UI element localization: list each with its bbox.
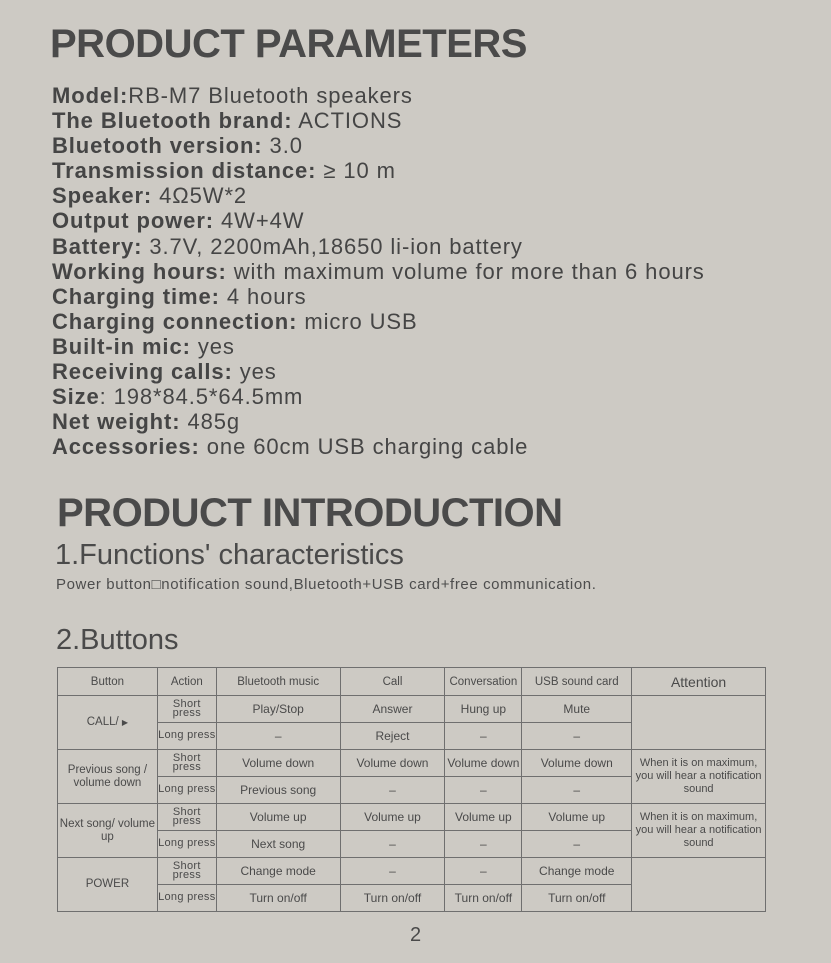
param-label: The Bluetooth brand: xyxy=(52,108,293,134)
table-cell: – xyxy=(340,858,445,885)
button-cell-call xyxy=(58,696,158,750)
header-usb-sound-card: USB sound card xyxy=(522,668,632,696)
functions-description: Power button□notification sound,Bluetooth+USB card+free communication. xyxy=(56,576,597,593)
button-label: CALL/ xyxy=(86,716,119,728)
header-conversation: Conversation xyxy=(445,668,522,696)
param-value: 3.7V, 2200mAh,18650 li-ion battery xyxy=(142,233,523,259)
action-short: Short press xyxy=(157,804,216,831)
header-button: Button xyxy=(58,668,158,696)
table-row xyxy=(58,696,766,723)
parameter-list xyxy=(52,83,705,459)
param-label: Charging time: xyxy=(52,283,220,309)
param-label: Charging connection: xyxy=(52,308,298,334)
functions-heading: 1.Functions' characteristics xyxy=(55,539,404,571)
table-cell: Change mode xyxy=(216,858,340,885)
table-header-row xyxy=(58,668,766,696)
param-label: Bluetooth version: xyxy=(52,133,263,159)
table-cell: Volume up xyxy=(216,804,340,831)
attention-cell: When it is on maximum, you will hear a notification sound xyxy=(632,804,766,858)
param-weight xyxy=(52,409,705,434)
table-cell: – xyxy=(216,723,340,750)
table-cell: – xyxy=(340,831,445,858)
action-long: Long press xyxy=(157,723,216,750)
header-bluetooth-music: Bluetooth music xyxy=(216,668,340,696)
table-cell: Turn on/off xyxy=(445,885,522,912)
param-value: ACTIONS xyxy=(292,108,403,134)
table-cell: – xyxy=(522,831,632,858)
intro-title: PRODUCT INTRODUCTION xyxy=(57,491,563,535)
page-number: 2 xyxy=(409,924,422,946)
table-cell: Volume down xyxy=(216,750,340,777)
header-action: Action xyxy=(157,668,216,696)
table-cell: Volume down xyxy=(445,750,522,777)
table-cell: – xyxy=(445,723,522,750)
param-label: Built-in mic: xyxy=(52,333,191,359)
param-brand xyxy=(52,108,705,133)
param-value: yes xyxy=(232,359,277,385)
table-cell: Volume down xyxy=(340,750,445,777)
table-cell: Play/Stop xyxy=(216,696,340,723)
param-size xyxy=(52,384,705,409)
action-short: Short press xyxy=(157,750,216,777)
attention-cell xyxy=(632,858,766,912)
attention-cell xyxy=(632,696,766,750)
param-value: RB-M7 Bluetooth speakers xyxy=(128,83,413,108)
param-bt-version xyxy=(52,133,705,158)
param-label: Net weight: xyxy=(52,409,181,435)
param-distance xyxy=(52,158,705,183)
table-cell: – xyxy=(522,777,632,804)
param-hours xyxy=(52,259,705,284)
table-cell: Mute xyxy=(522,696,632,723)
table-cell: Volume up xyxy=(445,804,522,831)
action-long: Long press xyxy=(157,777,216,804)
param-label: Receiving calls: xyxy=(52,359,233,385)
param-label: Accessories: xyxy=(52,434,200,460)
param-value: 4 hours xyxy=(219,283,307,309)
param-mic xyxy=(52,334,705,359)
table-cell: Volume down xyxy=(522,750,632,777)
param-value: yes xyxy=(190,333,235,359)
param-value: ≥ 10 m xyxy=(316,158,396,184)
table-cell: Change mode xyxy=(522,858,632,885)
param-value: micro USB xyxy=(297,308,418,334)
param-value: one 60cm USB charging cable xyxy=(199,434,529,460)
table-cell: – xyxy=(445,831,522,858)
table-cell: Previous song xyxy=(216,777,340,804)
table-cell: Next song xyxy=(216,831,340,858)
param-battery xyxy=(52,234,705,259)
table-cell: – xyxy=(522,723,632,750)
action-long: Long press xyxy=(157,885,216,912)
param-label: Output power: xyxy=(52,208,215,234)
header-attention: Attention xyxy=(632,668,766,696)
param-label: Battery: xyxy=(52,233,143,259)
param-value: 4W+4W xyxy=(214,208,305,234)
action-long: Long press xyxy=(157,831,216,858)
param-value: 4Ω5W*2 xyxy=(152,183,248,209)
table-cell: Turn on/off xyxy=(522,885,632,912)
play-icon: ▶ xyxy=(121,718,129,727)
param-value: 485g xyxy=(180,409,241,435)
table-cell: Turn on/off xyxy=(340,885,445,912)
param-calls xyxy=(52,359,705,384)
table-cell: – xyxy=(445,858,522,885)
params-title: PRODUCT PARAMETERS xyxy=(50,22,527,66)
param-accessories xyxy=(52,434,705,459)
table-row xyxy=(58,858,766,885)
param-label: Working hours: xyxy=(52,258,227,284)
table-row xyxy=(58,804,766,831)
param-label: Size xyxy=(52,384,100,410)
table-cell: – xyxy=(340,777,445,804)
table-cell: Hung up xyxy=(445,696,522,723)
table-cell: Answer xyxy=(340,696,445,723)
attention-cell: When it is on maximum, you will hear a notification sound xyxy=(632,750,766,804)
param-label: Model: xyxy=(52,83,129,108)
param-speaker xyxy=(52,183,705,208)
button-cell-previous: Previous song / volume down xyxy=(58,750,158,804)
header-call: Call xyxy=(340,668,445,696)
buttons-table xyxy=(57,667,766,912)
table-row xyxy=(58,750,766,777)
param-value: 3.0 xyxy=(262,133,303,159)
param-value: : 198*84.5*64.5mm xyxy=(99,384,304,410)
button-cell-next: Next song/ volume up xyxy=(58,804,158,858)
param-charge-conn xyxy=(52,309,705,334)
table-cell: Volume up xyxy=(340,804,445,831)
param-charge-time xyxy=(52,284,705,309)
param-output xyxy=(52,208,705,233)
table-cell: Reject xyxy=(340,723,445,750)
param-label: Speaker: xyxy=(52,183,153,209)
param-label: Transmission distance: xyxy=(52,158,317,184)
param-model xyxy=(52,83,705,108)
action-short: Short press xyxy=(157,696,216,723)
button-cell-power: POWER xyxy=(58,858,158,912)
action-short: Short press xyxy=(157,858,216,885)
table-cell: Volume up xyxy=(522,804,632,831)
buttons-heading: 2.Buttons xyxy=(56,624,179,656)
table-cell: – xyxy=(445,777,522,804)
param-value: with maximum volume for more than 6 hours xyxy=(226,258,705,284)
table-cell: Turn on/off xyxy=(216,885,340,912)
